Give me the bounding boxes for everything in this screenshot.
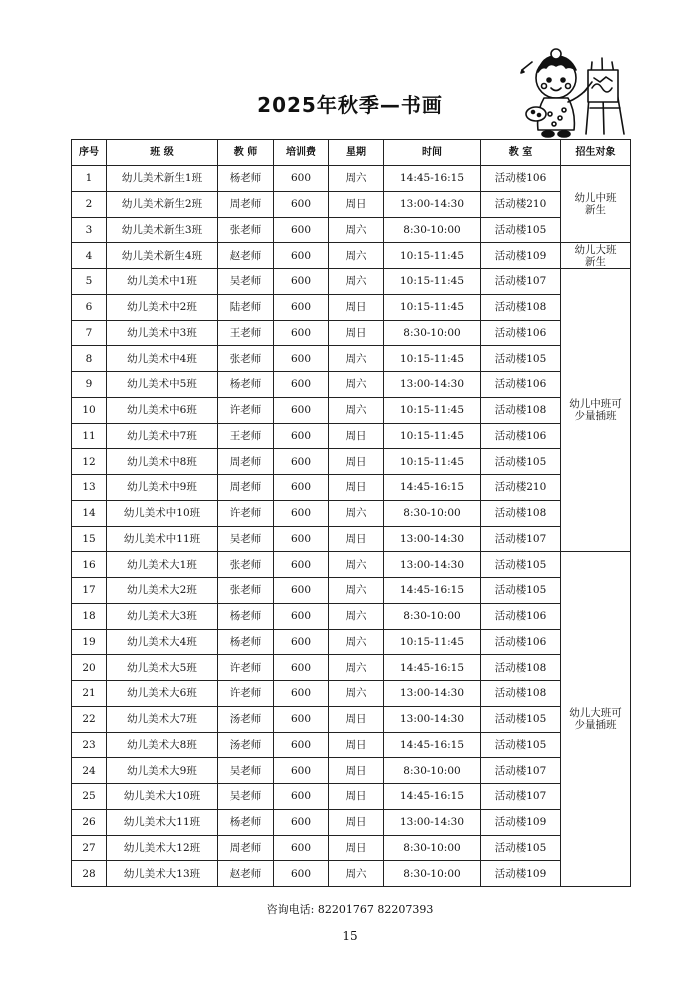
training-fee: 600 — [274, 578, 329, 604]
classroom: 活动楼106 — [481, 629, 561, 655]
teacher-name: 杨老师 — [218, 372, 274, 398]
row-number: 20 — [72, 655, 107, 681]
table-row — [72, 449, 631, 475]
table-row — [72, 861, 631, 887]
weekday: 周日 — [329, 835, 384, 861]
class-name: 幼儿美术大9班 — [107, 758, 218, 784]
training-fee: 600 — [274, 500, 329, 526]
training-fee: 600 — [274, 526, 329, 552]
class-time: 13:00-14:30 — [384, 681, 481, 707]
row-number: 21 — [72, 681, 107, 707]
weekday: 周六 — [329, 578, 384, 604]
weekday: 周日 — [329, 732, 384, 758]
row-number: 13 — [72, 475, 107, 501]
col-header-teacher: 教 师 — [218, 140, 274, 166]
classroom: 活动楼105 — [481, 732, 561, 758]
classroom: 活动楼106 — [481, 423, 561, 449]
weekday: 周日 — [329, 784, 384, 810]
classroom: 活动楼105 — [481, 346, 561, 372]
table-row — [72, 475, 631, 501]
teacher-name: 周老师 — [218, 475, 274, 501]
class-time: 8:30-10:00 — [384, 320, 481, 346]
class-time: 10:15-11:45 — [384, 269, 481, 295]
training-fee: 600 — [274, 397, 329, 423]
weekday: 周日 — [329, 526, 384, 552]
row-number: 1 — [72, 166, 107, 192]
enrollment-target — [561, 269, 631, 552]
classroom: 活动楼106 — [481, 320, 561, 346]
table-row — [72, 655, 631, 681]
classroom: 活动楼108 — [481, 681, 561, 707]
class-name: 幼儿美术中9班 — [107, 475, 218, 501]
table-row — [72, 809, 631, 835]
training-fee: 600 — [274, 706, 329, 732]
teacher-name: 陆老师 — [218, 294, 274, 320]
weekday: 周六 — [329, 346, 384, 372]
class-time: 8:30-10:00 — [384, 758, 481, 784]
class-name: 幼儿美术中10班 — [107, 500, 218, 526]
enrollment-target — [561, 243, 631, 269]
classroom: 活动楼106 — [481, 603, 561, 629]
class-name: 幼儿美术大4班 — [107, 629, 218, 655]
row-number: 16 — [72, 552, 107, 578]
weekday: 周六 — [329, 269, 384, 295]
training-fee: 600 — [274, 294, 329, 320]
table-row — [72, 500, 631, 526]
weekday: 周六 — [329, 372, 384, 398]
classroom: 活动楼210 — [481, 191, 561, 217]
teacher-name: 许老师 — [218, 655, 274, 681]
table-row — [72, 217, 631, 243]
training-fee: 600 — [274, 655, 329, 681]
teacher-name: 张老师 — [218, 578, 274, 604]
weekday: 周六 — [329, 681, 384, 707]
col-header-enrollment-target: 招生对象 — [561, 140, 631, 166]
table-row — [72, 269, 631, 295]
class-time: 8:30-10:00 — [384, 835, 481, 861]
class-name: 幼儿美术新生4班 — [107, 243, 218, 269]
row-number: 27 — [72, 835, 107, 861]
classroom: 活动楼107 — [481, 269, 561, 295]
col-header-fee: 培训费 — [274, 140, 329, 166]
teacher-name: 周老师 — [218, 835, 274, 861]
teacher-name: 杨老师 — [218, 603, 274, 629]
class-time: 10:15-11:45 — [384, 449, 481, 475]
row-number: 10 — [72, 397, 107, 423]
training-fee: 600 — [274, 269, 329, 295]
row-number: 26 — [72, 809, 107, 835]
weekday: 周六 — [329, 166, 384, 192]
class-time: 13:00-14:30 — [384, 372, 481, 398]
class-time: 10:15-11:45 — [384, 397, 481, 423]
teacher-name: 许老师 — [218, 500, 274, 526]
table-row — [72, 603, 631, 629]
class-name: 幼儿美术大5班 — [107, 655, 218, 681]
col-header-classroom: 教 室 — [481, 140, 561, 166]
class-name: 幼儿美术大11班 — [107, 809, 218, 835]
class-name: 幼儿美术大12班 — [107, 835, 218, 861]
class-time: 10:15-11:45 — [384, 629, 481, 655]
teacher-name: 汤老师 — [218, 732, 274, 758]
training-fee: 600 — [274, 372, 329, 398]
table-row — [72, 294, 631, 320]
class-time: 8:30-10:00 — [384, 861, 481, 887]
table-row — [72, 732, 631, 758]
page-title: 2025年秋季—书画 — [257, 93, 443, 117]
class-name: 幼儿美术大3班 — [107, 603, 218, 629]
table-header-row — [72, 140, 631, 166]
weekday: 周日 — [329, 758, 384, 784]
table-row — [72, 372, 631, 398]
weekday: 周六 — [329, 655, 384, 681]
classroom: 活动楼108 — [481, 294, 561, 320]
row-number: 19 — [72, 629, 107, 655]
weekday: 周日 — [329, 320, 384, 346]
teacher-name: 许老师 — [218, 397, 274, 423]
class-time: 8:30-10:00 — [384, 603, 481, 629]
classroom: 活动楼106 — [481, 166, 561, 192]
row-number: 9 — [72, 372, 107, 398]
row-number: 24 — [72, 758, 107, 784]
class-name: 幼儿美术中7班 — [107, 423, 218, 449]
weekday: 周六 — [329, 552, 384, 578]
class-name: 幼儿美术中2班 — [107, 294, 218, 320]
class-time: 10:15-11:45 — [384, 423, 481, 449]
weekday: 周日 — [329, 809, 384, 835]
teacher-name: 王老师 — [218, 423, 274, 449]
classroom: 活动楼108 — [481, 397, 561, 423]
row-number: 7 — [72, 320, 107, 346]
enrollment-target — [561, 552, 631, 887]
enrollment-target-line: 新生 — [585, 255, 606, 268]
teacher-name: 吴老师 — [218, 526, 274, 552]
weekday: 周六 — [329, 603, 384, 629]
classroom: 活动楼105 — [481, 552, 561, 578]
class-name: 幼儿美术中6班 — [107, 397, 218, 423]
training-fee: 600 — [274, 449, 329, 475]
training-fee: 600 — [274, 320, 329, 346]
classroom: 活动楼109 — [481, 809, 561, 835]
table-row — [72, 320, 631, 346]
class-schedule-table — [71, 139, 631, 887]
teacher-name: 张老师 — [218, 552, 274, 578]
row-number: 18 — [72, 603, 107, 629]
enrollment-target-line: 少量插班 — [574, 410, 617, 423]
teacher-name: 吴老师 — [218, 758, 274, 784]
training-fee: 600 — [274, 243, 329, 269]
enrollment-target — [561, 166, 631, 243]
training-fee: 600 — [274, 861, 329, 887]
weekday: 周六 — [329, 629, 384, 655]
training-fee: 600 — [274, 732, 329, 758]
row-number: 2 — [72, 191, 107, 217]
table-row — [72, 243, 631, 269]
table-row — [72, 552, 631, 578]
class-time: 13:00-14:30 — [384, 809, 481, 835]
class-time: 14:45-16:15 — [384, 475, 481, 501]
training-fee: 600 — [274, 603, 329, 629]
class-time: 10:15-11:45 — [384, 294, 481, 320]
weekday: 周六 — [329, 243, 384, 269]
class-time: 14:45-16:15 — [384, 732, 481, 758]
class-time: 13:00-14:30 — [384, 552, 481, 578]
training-fee: 600 — [274, 809, 329, 835]
table-row — [72, 346, 631, 372]
table-row — [72, 784, 631, 810]
row-number: 14 — [72, 500, 107, 526]
class-time: 14:45-16:15 — [384, 166, 481, 192]
class-name: 幼儿美术新生1班 — [107, 166, 218, 192]
class-name: 幼儿美术中11班 — [107, 526, 218, 552]
table-row — [72, 578, 631, 604]
training-fee: 600 — [274, 835, 329, 861]
weekday: 周日 — [329, 706, 384, 732]
weekday: 周日 — [329, 423, 384, 449]
table-row — [72, 191, 631, 217]
classroom: 活动楼105 — [481, 578, 561, 604]
training-fee: 600 — [274, 166, 329, 192]
row-number: 4 — [72, 243, 107, 269]
teacher-name: 张老师 — [218, 217, 274, 243]
teacher-name: 吴老师 — [218, 269, 274, 295]
classroom: 活动楼109 — [481, 243, 561, 269]
table-row — [72, 397, 631, 423]
teacher-name: 赵老师 — [218, 861, 274, 887]
training-fee: 600 — [274, 784, 329, 810]
classroom: 活动楼107 — [481, 526, 561, 552]
enrollment-target-line: 少量插班 — [574, 719, 617, 732]
classroom: 活动楼210 — [481, 475, 561, 501]
row-number: 6 — [72, 294, 107, 320]
teacher-name: 吴老师 — [218, 784, 274, 810]
teacher-name: 周老师 — [218, 191, 274, 217]
class-name: 幼儿美术新生3班 — [107, 217, 218, 243]
training-fee: 600 — [274, 423, 329, 449]
row-number: 5 — [72, 269, 107, 295]
col-header-number: 序号 — [72, 140, 107, 166]
weekday: 周六 — [329, 861, 384, 887]
class-time: 14:45-16:15 — [384, 784, 481, 810]
weekday: 周六 — [329, 397, 384, 423]
class-name: 幼儿美术中3班 — [107, 320, 218, 346]
teacher-name: 汤老师 — [218, 706, 274, 732]
table-row — [72, 423, 631, 449]
classroom: 活动楼106 — [481, 372, 561, 398]
class-name: 幼儿美术大6班 — [107, 681, 218, 707]
weekday: 周日 — [329, 294, 384, 320]
class-time: 13:00-14:30 — [384, 191, 481, 217]
classroom: 活动楼107 — [481, 758, 561, 784]
class-time: 13:00-14:30 — [384, 706, 481, 732]
row-number: 17 — [72, 578, 107, 604]
page-number: 15 — [342, 929, 358, 943]
classroom: 活动楼108 — [481, 500, 561, 526]
weekday: 周日 — [329, 449, 384, 475]
weekday: 周六 — [329, 500, 384, 526]
row-number: 28 — [72, 861, 107, 887]
teacher-name: 杨老师 — [218, 809, 274, 835]
teacher-name: 杨老师 — [218, 166, 274, 192]
enrollment-target-line: 幼儿大班 — [574, 243, 617, 256]
table-row — [72, 629, 631, 655]
class-name: 幼儿美术大2班 — [107, 578, 218, 604]
training-fee: 600 — [274, 475, 329, 501]
table-row — [72, 835, 631, 861]
weekday: 周日 — [329, 475, 384, 501]
class-name: 幼儿美术大10班 — [107, 784, 218, 810]
class-name: 幼儿美术大7班 — [107, 706, 218, 732]
col-header-time: 时间 — [384, 140, 481, 166]
training-fee: 600 — [274, 191, 329, 217]
col-header-class: 班 级 — [107, 140, 218, 166]
row-number: 25 — [72, 784, 107, 810]
class-name: 幼儿美术中8班 — [107, 449, 218, 475]
class-time: 8:30-10:00 — [384, 217, 481, 243]
table-row — [72, 758, 631, 784]
col-header-weekday: 星期 — [329, 140, 384, 166]
class-time: 8:30-10:00 — [384, 500, 481, 526]
class-name: 幼儿美术大13班 — [107, 861, 218, 887]
class-time: 14:45-16:15 — [384, 655, 481, 681]
training-fee: 600 — [274, 217, 329, 243]
contact-phone: 咨询电话: 82201767 82207393 — [266, 903, 434, 916]
table-row — [72, 526, 631, 552]
classroom: 活动楼105 — [481, 217, 561, 243]
table-row — [72, 681, 631, 707]
classroom: 活动楼109 — [481, 861, 561, 887]
row-number: 8 — [72, 346, 107, 372]
table-row — [72, 706, 631, 732]
teacher-name: 王老师 — [218, 320, 274, 346]
training-fee: 600 — [274, 552, 329, 578]
class-name: 幼儿美术中5班 — [107, 372, 218, 398]
class-name: 幼儿美术中4班 — [107, 346, 218, 372]
row-number: 12 — [72, 449, 107, 475]
class-name: 幼儿美术新生2班 — [107, 191, 218, 217]
class-name: 幼儿美术大1班 — [107, 552, 218, 578]
class-time: 10:15-11:45 — [384, 346, 481, 372]
training-fee: 600 — [274, 681, 329, 707]
weekday: 周六 — [329, 217, 384, 243]
classroom: 活动楼108 — [481, 655, 561, 681]
classroom: 活动楼107 — [481, 784, 561, 810]
row-number: 23 — [72, 732, 107, 758]
child-painter-illustration — [520, 48, 630, 140]
teacher-name: 张老师 — [218, 346, 274, 372]
weekday: 周日 — [329, 191, 384, 217]
teacher-name: 杨老师 — [218, 629, 274, 655]
classroom: 活动楼105 — [481, 706, 561, 732]
enrollment-target-line: 幼儿大班可 — [569, 707, 622, 720]
enrollment-target-line: 新生 — [585, 204, 606, 217]
class-time: 13:00-14:30 — [384, 526, 481, 552]
classroom: 活动楼105 — [481, 449, 561, 475]
table-row — [72, 166, 631, 192]
teacher-name: 赵老师 — [218, 243, 274, 269]
training-fee: 600 — [274, 346, 329, 372]
row-number: 11 — [72, 423, 107, 449]
enrollment-target-line: 幼儿中班可 — [569, 398, 622, 411]
training-fee: 600 — [274, 629, 329, 655]
class-time: 14:45-16:15 — [384, 578, 481, 604]
teacher-name: 许老师 — [218, 681, 274, 707]
row-number: 15 — [72, 526, 107, 552]
row-number: 3 — [72, 217, 107, 243]
training-fee: 600 — [274, 758, 329, 784]
row-number: 22 — [72, 706, 107, 732]
classroom: 活动楼105 — [481, 835, 561, 861]
class-time: 10:15-11:45 — [384, 243, 481, 269]
class-name: 幼儿美术大8班 — [107, 732, 218, 758]
teacher-name: 周老师 — [218, 449, 274, 475]
class-name: 幼儿美术中1班 — [107, 269, 218, 295]
enrollment-target-line: 幼儿中班 — [574, 192, 617, 205]
